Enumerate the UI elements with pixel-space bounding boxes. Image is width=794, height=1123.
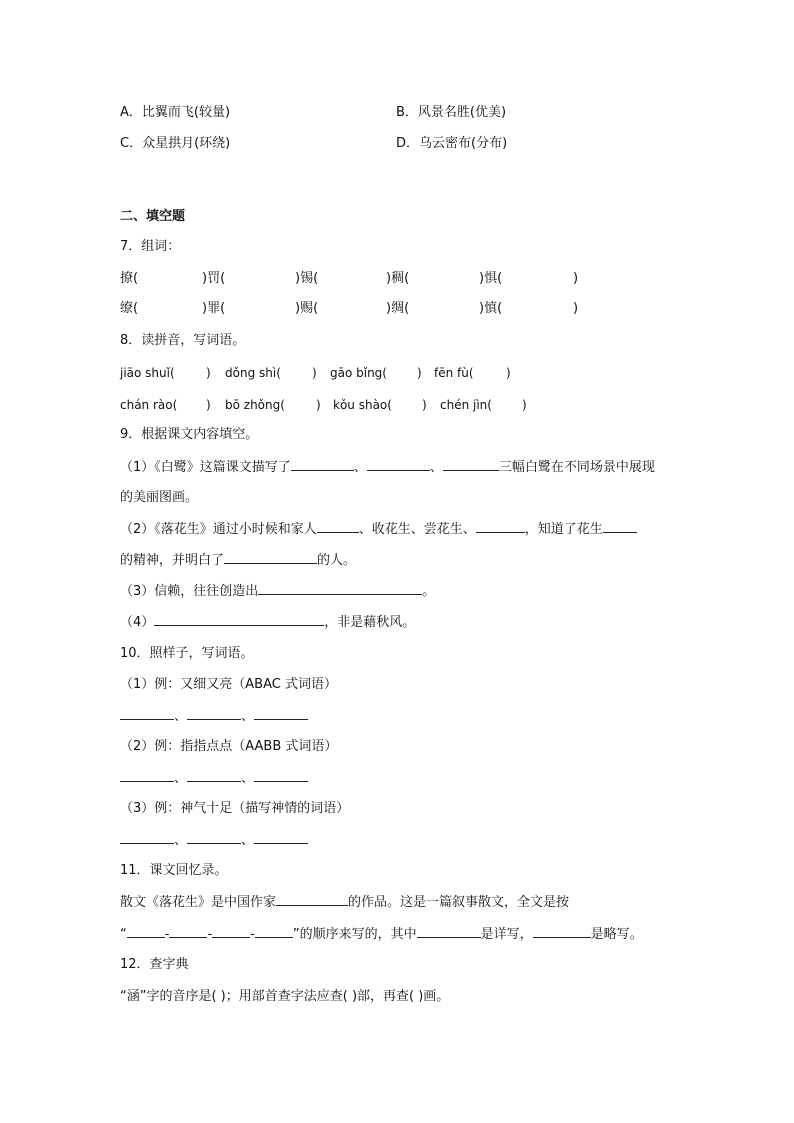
q7-r2-c2: )罪( (202, 301, 226, 316)
q8-r2-close-2: ) (316, 398, 321, 412)
q9-item-2 (120, 520, 637, 539)
q8-r1-pinyin-1: jiāo shuǐ( (120, 366, 175, 380)
q7-r1-c6: ) (573, 271, 579, 286)
q8-r1-close-2: ) (312, 366, 317, 380)
q10-2-blank-2[interactable] (187, 769, 241, 782)
q9-3-blank[interactable] (258, 582, 422, 595)
q9-item-3 (120, 582, 435, 601)
q9-item-4 (120, 613, 415, 632)
q8-r1-close-1: ) (206, 366, 211, 380)
q7-r1-c5: )惧( (479, 271, 503, 286)
q11-blank-seq-2[interactable] (169, 925, 207, 938)
q8-r2-pinyin-3: kǒu shào( (333, 398, 392, 412)
q8-r2-pinyin-2: bō zhǒng( (225, 398, 285, 412)
option-d: D．乌云密布(分布) (396, 136, 508, 151)
q10-3-sep-2: 、 (241, 833, 255, 848)
q12-title: 12．查字典 (120, 957, 189, 972)
q8-r1-close-4: ) (506, 366, 511, 380)
q9-1-blank-1[interactable] (291, 458, 354, 471)
q8-r1-close-3: ) (417, 366, 422, 380)
q7-title: 7．组词： (120, 239, 181, 254)
q11-text-3: ”的顺序来写的，其中 (292, 927, 417, 942)
q10-2-sep-1: 、 (174, 771, 188, 786)
q8-r1-pinyin-3: gāo bǐng( (330, 366, 387, 380)
q8-r1-pinyin-2: dǒng shì( (225, 366, 281, 380)
q9-4-text-2: ，非是藉秋风。 (324, 615, 416, 630)
q7-r1-c1: 撩( (120, 271, 139, 286)
q11-blank-author[interactable] (276, 893, 348, 906)
q9-2-text-2: 、收花生、尝花生、 (358, 522, 476, 537)
q7-r2-c3: )赐( (295, 301, 319, 316)
q10-3-blank-3[interactable] (254, 831, 308, 844)
q7-r2-c1: 缭( (120, 301, 139, 316)
q9-2-blank-1[interactable] (317, 520, 359, 533)
q12-text: “涵”字的音序是( )；用部首查字法应查( )部，再查( )画。 (120, 989, 450, 1004)
q9-1-text: （1）《白鹭》这篇课文描写了 (120, 460, 291, 475)
q11-blank-seq-1[interactable] (127, 925, 165, 938)
q11-blank-detailed[interactable] (417, 925, 481, 938)
q8-r2-close-4: ) (522, 398, 527, 412)
q10-blanks-3 (120, 831, 308, 850)
q7-r2-c4: )绸( (386, 301, 410, 316)
q9-1-blank-3[interactable] (443, 458, 499, 471)
q9-2-text-4: 的精神，并明白了 (120, 553, 225, 568)
q11-text-1: 散文《落花生》是中国作家 (120, 895, 277, 910)
q10-2-blank-3[interactable] (254, 769, 308, 782)
q8-r1-pinyin-4: fēn fù( (434, 366, 474, 380)
q7-r1-c4: )稠( (386, 271, 410, 286)
option-b: B．风景名胜(优美) (396, 105, 507, 120)
q11-line-1 (120, 893, 569, 912)
q10-example-2: （2）例：指指点点（AABB 式词语） (120, 739, 338, 754)
q9-1-blank-2[interactable] (367, 458, 430, 471)
q11-open-quote: “ (120, 927, 127, 942)
q10-example-3: （3）例：神气十足（描写神情的词语） (120, 801, 350, 816)
q10-2-blank-1[interactable] (120, 769, 174, 782)
q11-text-4: 是详写， (480, 927, 533, 942)
q9-item-1-cont: 的美丽图画。 (120, 490, 199, 505)
q7-r2-c5: )慎( (479, 301, 503, 316)
q9-2-blank-2[interactable] (476, 520, 525, 533)
q11-line-2 (120, 925, 643, 944)
q9-2-blank-3[interactable] (603, 520, 637, 533)
option-a: A．比翼而飞(较量) (120, 105, 231, 120)
q10-example-1: （1）例：又细又亮（ABAC 式词语） (120, 677, 337, 692)
q10-1-blank-3[interactable] (254, 707, 308, 720)
q11-blank-seq-3[interactable] (212, 925, 250, 938)
q11-title: 11．课文回忆录。 (120, 863, 228, 878)
q10-1-blank-1[interactable] (120, 707, 174, 720)
q9-3-text-2: 。 (422, 584, 436, 599)
q11-dash-2: - (207, 927, 213, 942)
q10-blanks-1 (120, 707, 308, 726)
q8-r2-close-3: ) (422, 398, 427, 412)
q9-title: 9．根据课文内容填空。 (120, 427, 259, 442)
q10-2-sep-2: 、 (241, 771, 255, 786)
q9-1-sep-2: 、 (429, 460, 443, 475)
q10-3-blank-1[interactable] (120, 831, 174, 844)
q7-r2-c6: ) (573, 301, 579, 316)
q9-2-text-5: 的人。 (317, 553, 357, 568)
q9-1-sep-1: 、 (353, 460, 367, 475)
q8-r2-pinyin-4: chén jìn( (440, 398, 492, 412)
q10-blanks-2 (120, 769, 308, 788)
q9-item-1 (120, 458, 655, 477)
q9-2-blank-4[interactable] (224, 551, 317, 564)
q9-4-text: （4） (120, 615, 155, 630)
q10-title: 10．照样子，写词语。 (120, 646, 254, 661)
q9-item-2-cont (120, 551, 356, 570)
q11-dash-1: - (164, 927, 170, 942)
q9-1-text-2: 三幅白鹭在不同场景中展现 (498, 460, 655, 475)
q8-r2-close-1: ) (206, 398, 211, 412)
q11-text-5: 是略写。 (590, 927, 643, 942)
q10-3-blank-2[interactable] (187, 831, 241, 844)
q9-3-text: （3）信赖，往往创造出 (120, 584, 259, 599)
q10-1-sep-1: 、 (174, 709, 188, 724)
q11-blank-brief[interactable] (533, 925, 591, 938)
q9-2-text: （2）《落花生》通过小时候和家人 (120, 522, 317, 537)
q9-4-blank[interactable] (154, 613, 324, 626)
q7-r1-c3: )锡( (295, 271, 319, 286)
q10-1-sep-2: 、 (241, 709, 255, 724)
q10-1-blank-2[interactable] (187, 707, 241, 720)
section-title: 二、填空题 (120, 209, 186, 224)
q11-dash-3: - (250, 927, 255, 942)
q8-r2-pinyin-1: chán rào( (120, 398, 178, 412)
q10-3-sep-1: 、 (174, 833, 188, 848)
q8-title: 8．读拼音，写词语。 (120, 333, 246, 348)
q9-2-text-3: ，知道了花生 (524, 522, 603, 537)
q7-r1-c2: )罚( (202, 271, 226, 286)
q11-blank-seq-4[interactable] (255, 925, 293, 938)
q11-text-2: 的作品。这是一篇叙事散文，全文是按 (348, 895, 570, 910)
option-c: C．众星拱月(环绕) (120, 136, 231, 151)
